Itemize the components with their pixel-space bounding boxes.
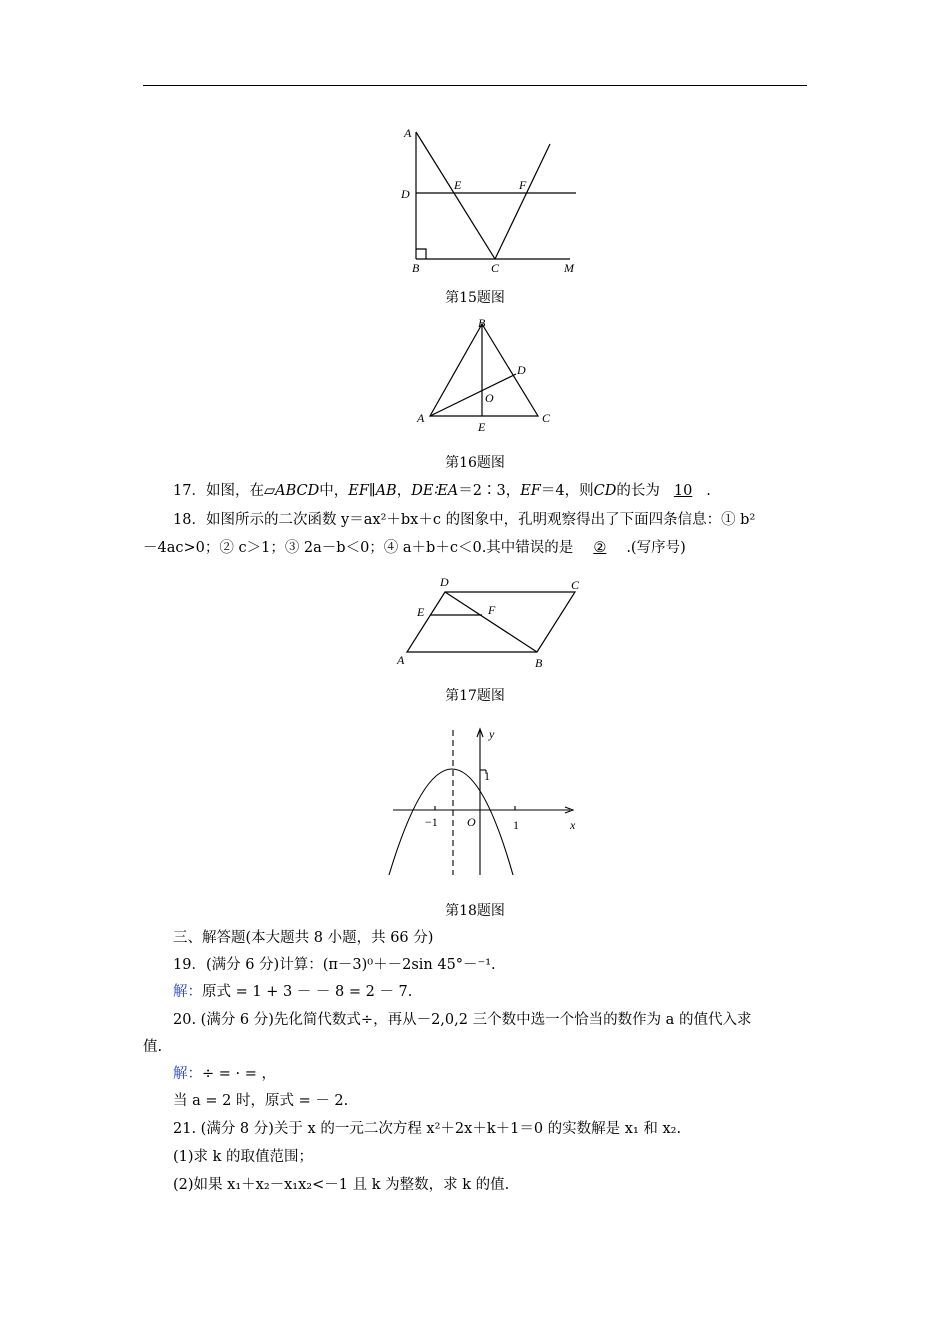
fig16-label-d: D xyxy=(517,363,526,377)
question-19: 19．(满分 6 分)计算：(π－3)⁰＋－2sin 45°－⁻¹. xyxy=(173,957,496,973)
fig17-label-c: C xyxy=(571,578,580,592)
fig15-label-c: C xyxy=(491,261,500,275)
figure-16 xyxy=(410,314,560,436)
fig17-label-d: D xyxy=(440,575,449,589)
question-20-line2: 值. xyxy=(143,1039,163,1055)
q17-text-1: 中， xyxy=(319,483,349,499)
fig16-label-e: E xyxy=(478,420,486,434)
question-20-line1: 20. (满分 6 分)先化简代数式÷，再从－2,0,2 三个数中选一个恰当的数作为 a 的值代入求 xyxy=(173,1012,752,1028)
q17-text-3: ＝2∶3， xyxy=(458,483,521,499)
q17-prefix: 17．如图，在▱ xyxy=(173,483,276,499)
fig18-label-y: y xyxy=(489,727,495,741)
fig18-label-one-x: 1 xyxy=(513,818,519,832)
q17-end: . xyxy=(706,483,711,499)
fig15-label-m: M xyxy=(564,261,574,275)
fig16-label-b: B xyxy=(478,316,486,330)
q17-text-4: ＝4，则 xyxy=(540,483,594,499)
solution-19 xyxy=(143,982,837,1002)
fig16-label-o: O xyxy=(485,391,494,405)
fig18-label-minus-one: −1 xyxy=(425,815,438,829)
solution-20-line2: 当 a = 2 时，原式 = － 2. xyxy=(173,1093,349,1109)
fig15-label-b: B xyxy=(412,261,420,275)
q17-parallelogram: ABCD xyxy=(275,483,320,499)
fig17-label-a: A xyxy=(397,653,405,667)
fig15-label-a: A xyxy=(404,126,412,140)
fig16-label-c: C xyxy=(542,411,551,425)
fig15-label-e: E xyxy=(454,178,462,192)
fig18-label-origin: O xyxy=(467,815,476,829)
q17-ef: EF xyxy=(520,483,541,499)
caption-fig18: 第18题图 xyxy=(445,903,505,919)
figure-17 xyxy=(395,572,595,672)
q17-cd: CD xyxy=(593,483,617,499)
question-21-part1: (1)求 k 的取值范围； xyxy=(173,1149,314,1165)
figure-15-diagram xyxy=(390,120,590,280)
fig17-label-b: B xyxy=(535,656,543,670)
fig16-label-a: A xyxy=(417,411,425,425)
solution-20 xyxy=(143,1064,837,1084)
figure-18-graph xyxy=(385,725,585,885)
solution-20-text: ÷ = · = ， xyxy=(202,1066,276,1082)
solution-19-label: 解： xyxy=(173,984,202,1000)
q17-ratio: DE∶EA xyxy=(411,483,459,499)
caption-fig15: 第15题图 xyxy=(445,290,505,306)
q17-answer: 10 xyxy=(673,483,693,499)
fig18-label-one-y: 1 xyxy=(484,769,490,783)
section-3-heading: 三、解答题(本大题共 8 小题，共 66 分) xyxy=(173,930,434,946)
fig17-label-e: E xyxy=(417,605,425,619)
question-17 xyxy=(143,481,837,501)
fig17-label-f: F xyxy=(488,603,496,617)
q18-end: .(写序号) xyxy=(626,540,686,556)
fig15-label-d: D xyxy=(401,187,410,201)
solution-19-text: 原式 = 1 + 3 － － 8 = 2 － 7. xyxy=(202,984,413,1000)
question-21-part2: (2)如果 x₁＋x₂－x₁x₂<－1 且 k 为整数，求 k 的值. xyxy=(173,1177,510,1193)
question-18-line2 xyxy=(143,538,807,558)
q18-text: －4ac>0；② c＞1；③ 2a－b＜0；④ a＋b＋c＜0.其中错误的是 xyxy=(143,540,574,556)
fig18-label-x: x xyxy=(570,818,576,832)
figure-18 xyxy=(385,725,585,885)
caption-fig16: 第16题图 xyxy=(445,455,505,471)
q17-text-2: ， xyxy=(396,483,412,499)
header-rule xyxy=(143,85,807,86)
figure-15 xyxy=(390,120,590,280)
q17-parallel: EF∥AB xyxy=(348,483,397,499)
solution-20-label: 解： xyxy=(173,1066,202,1082)
question-21: 21. (满分 8 分)关于 x 的一元二次方程 x²＋2x＋k＋1＝0 的实数解是 x₁ 和 x₂. xyxy=(173,1121,682,1137)
question-18-line1: 18．如图所示的二次函数 y＝ax²＋bx＋c 的图象中，孔明观察得出了下面四条信息：① b² xyxy=(173,512,756,528)
fig15-label-f: F xyxy=(519,178,527,192)
q17-text-5: 的长为 xyxy=(616,483,660,499)
q18-answer: ② xyxy=(593,540,607,556)
caption-fig17: 第17题图 xyxy=(445,688,505,704)
figure-16-diagram xyxy=(410,314,560,436)
figure-17-diagram xyxy=(395,572,595,672)
